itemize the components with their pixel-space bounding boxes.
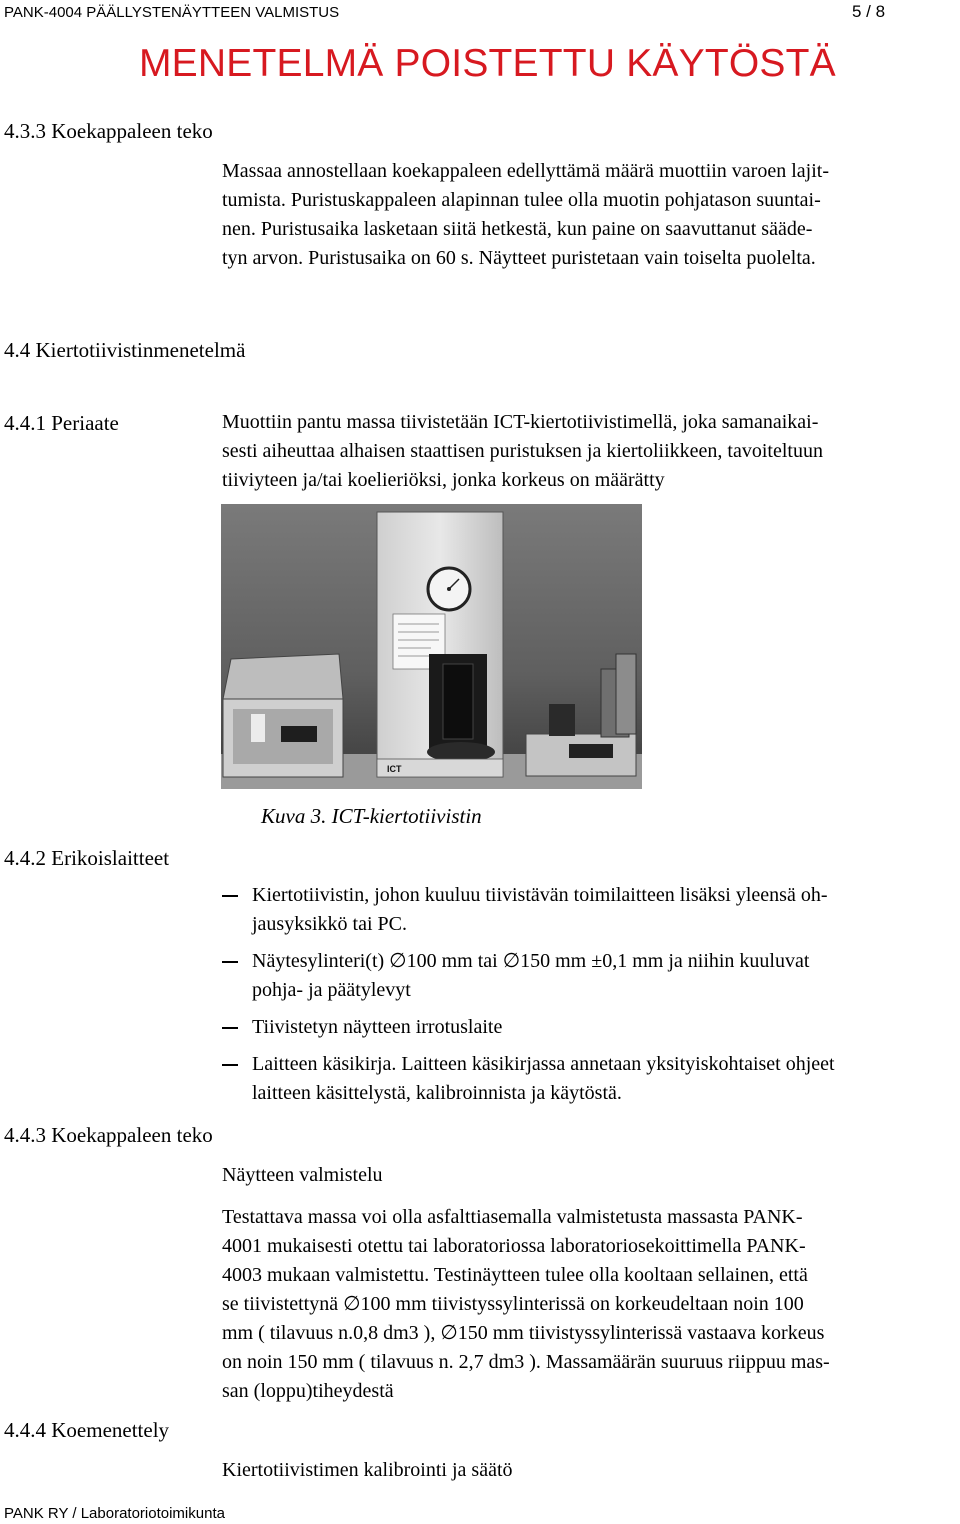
photo-illustration (221, 504, 642, 789)
section-443-paragraph (222, 1203, 958, 1406)
paragraph-line: tiiviyteen ja/tai koelieriöksi, jonka korkeus on määrätty (222, 469, 665, 491)
section-433-paragraph (222, 157, 958, 273)
paragraph-line: 4001 mukaisesti otettu tai laboratoriossa laboratoriosekoittimella PANK- (222, 1235, 806, 1257)
equipment-list (222, 881, 960, 1116)
paragraph-line: 4003 mukaan valmistettu. Testinäytteen tulee olla kooltaan sellainen, että (222, 1264, 808, 1286)
section-441-paragraph (222, 408, 958, 495)
list-item (222, 881, 960, 939)
list-item-line: Kiertotiivistin, johon kuuluu tiivistävän toimilaitteen lisäksi yleensä oh- (252, 884, 828, 906)
paragraph-line: mm ( tilavuus n.0,8 dm3 ), ∅150 mm tiivistyssylinterissä vastaava korkeus (222, 1322, 825, 1344)
dash-bullet (222, 1064, 238, 1066)
paragraph-line: sesti aiheuttaa alhaisen staattisen puristuksen ja kiertoliikkeen, tavoiteltuun (222, 440, 823, 462)
paragraph-line: Muottiin pantu massa tiivistetään ICT-kiertotiivistimellä, joka samanaikai- (222, 411, 819, 433)
paragraph-line: Testattava massa voi olla asfalttiasemalla valmistetusta massasta PANK- (222, 1206, 803, 1228)
section-heading-441: 4.4.1 Periaate (4, 411, 119, 435)
section-heading-443: 4.4.3 Koekappaleen teko (4, 1123, 213, 1147)
section-heading-44: 4.4 Kiertotiivistinmenetelmä (4, 338, 246, 362)
ict-compactor-photo (221, 504, 642, 789)
list-item (222, 947, 960, 1005)
sticker-label: ICT (387, 764, 402, 774)
page-number: 5 / 8 (852, 2, 886, 21)
section-heading-444: 4.4.4 Koemenettely (4, 1418, 170, 1442)
dash-bullet (222, 961, 238, 963)
dash-bullet (222, 895, 238, 897)
section-heading-433: 4.3.3 Koekappaleen teko (4, 119, 213, 143)
paragraph-line: se tiivistettynä ∅100 mm tiivistyssylinterissä on korkeudeltaan noin 100 (222, 1293, 804, 1315)
paragraph-line: tumista. Puristuskappaleen alapinnan tulee olla muotin pohjatason suuntai- (222, 189, 821, 211)
list-item (222, 1050, 960, 1108)
section-heading-442: 4.4.2 Erikoislaitteet (4, 846, 170, 870)
paragraph-line: Massaa annostellaan koekappaleen edellyttämä määrä muottiin varoen lajit- (222, 160, 829, 182)
paragraph-line: san (loppu)tiheydestä (222, 1380, 394, 1402)
list-item-line: jausyksikkö tai PC. (252, 913, 408, 935)
list-item-line: Näytesylinteri(t) ∅100 mm tai ∅150 mm ±0,1 mm ja niihin kuuluvat (252, 950, 810, 972)
paragraph-line: nen. Puristusaika lasketaan siitä hetkestä, kun paine on saavuttanut sääde- (222, 218, 813, 240)
paragraph-line: tyn arvon. Puristusaika on 60 s. Näytteet puristetaan vain toiselta puolelta. (222, 247, 816, 269)
document-header-title: PANK-4004 PÄÄLLYSTENÄYTTEEN VALMISTUS (4, 4, 340, 21)
dash-bullet (222, 1027, 238, 1029)
paragraph-line: on noin 150 mm ( tilavuus n. 2,7 dm3 ). Massamäärän suuruus riippuu mas- (222, 1351, 830, 1373)
subheading-sample-preparation: Näytteen valmistelu (222, 1164, 383, 1186)
list-item-line: pohja- ja päätylevyt (252, 979, 411, 1001)
page-footer: PANK RY / Laboratoriotoimikunta (4, 1505, 225, 1522)
list-item-line: Tiivistetyn näytteen irrotuslaite (252, 1016, 503, 1038)
list-item (222, 1013, 960, 1042)
figure-caption: Kuva 3. ICT-kiertotiivistin (261, 804, 482, 828)
list-item-line: laitteen käsittelystä, kalibroinnista ja käytöstä. (252, 1082, 622, 1104)
subheading-calibration: Kiertotiivistimen kalibrointi ja säätö (222, 1459, 513, 1481)
list-item-line: Laitteen käsikirja. Laitteen käsikirjassa annetaan yksityiskohtaiset ohjeet (252, 1053, 835, 1075)
withdrawn-notice: MENETELMÄ POISTETTU KÄYTÖSTÄ (139, 42, 836, 85)
